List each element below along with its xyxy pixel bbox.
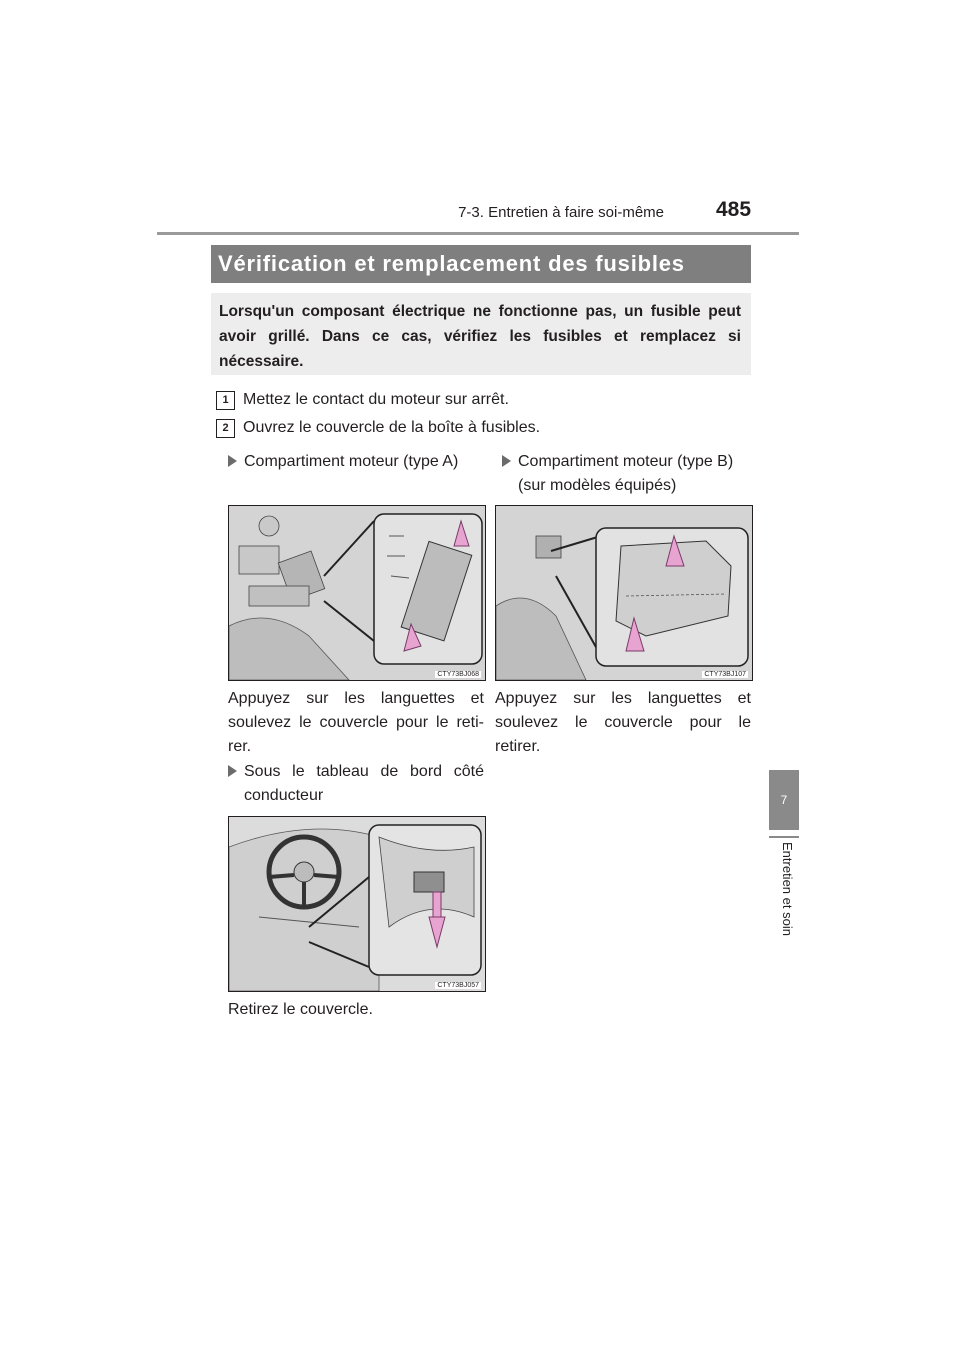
caption-type-a: Appuyez sur les languettes et soulevez le couvercle pour le reti-rer.: [228, 690, 484, 755]
figure-driver-dashboard: [228, 816, 486, 992]
chapter-tab: 7: [769, 770, 799, 830]
engine-type-b-illustration: [496, 506, 752, 680]
triangle-bullet-icon: [228, 455, 237, 467]
figure-code-a: CTY73BJ068: [437, 671, 479, 678]
intro-text: Lorsqu'un composant électrique ne fonctionne pas, un fusible peut avoir grillé. Dans ce cas, vérifiez les fusibles et remplacez si nécessaire.: [219, 303, 741, 370]
figure-code-driver: CTY73BJ057: [437, 982, 479, 989]
chapter-tab-divider: [769, 836, 799, 838]
chapter-label: Entretien et soin: [780, 842, 795, 936]
bullet-type-a-text: Compartiment moteur (type A): [244, 453, 459, 470]
dashboard-illustration: [229, 817, 485, 991]
caption-driver: Retirez le couvercle.: [228, 1001, 373, 1018]
bullet-driver-side: [228, 760, 484, 810]
step-text-2: Ouvrez le couvercle de la boîte à fusibles.: [243, 419, 541, 436]
step-text-1: Mettez le contact du moteur sur arrêt.: [243, 391, 509, 408]
step-number-2: 2: [216, 419, 235, 438]
header-divider: [157, 232, 799, 235]
step-number-1: 1: [216, 391, 235, 410]
bullet-driver-side-text: Sous le tableau de bord côté conducteur: [244, 763, 484, 804]
caption-type-b: Appuyez sur les languettes et soulevez le couvercle pour le retirer.: [495, 690, 751, 755]
figure-code-b: CTY73BJ107: [704, 671, 746, 678]
engine-type-a-illustration: [229, 506, 485, 680]
triangle-bullet-icon: [228, 765, 237, 777]
bullet-type-a: [228, 450, 484, 500]
triangle-bullet-icon: [502, 455, 511, 467]
page-title: Vérification et remplacement des fusibles: [218, 251, 685, 276]
page-number: 485: [716, 198, 752, 221]
bullet-type-b-text: Compartiment moteur (type B) (sur modèles équipés): [518, 453, 734, 494]
figure-engine-type-b: [495, 505, 753, 681]
bullet-type-b: [502, 450, 752, 500]
figure-engine-type-a: [228, 505, 486, 681]
header-section-title: 7-3. Entretien à faire soi-même: [458, 204, 664, 221]
